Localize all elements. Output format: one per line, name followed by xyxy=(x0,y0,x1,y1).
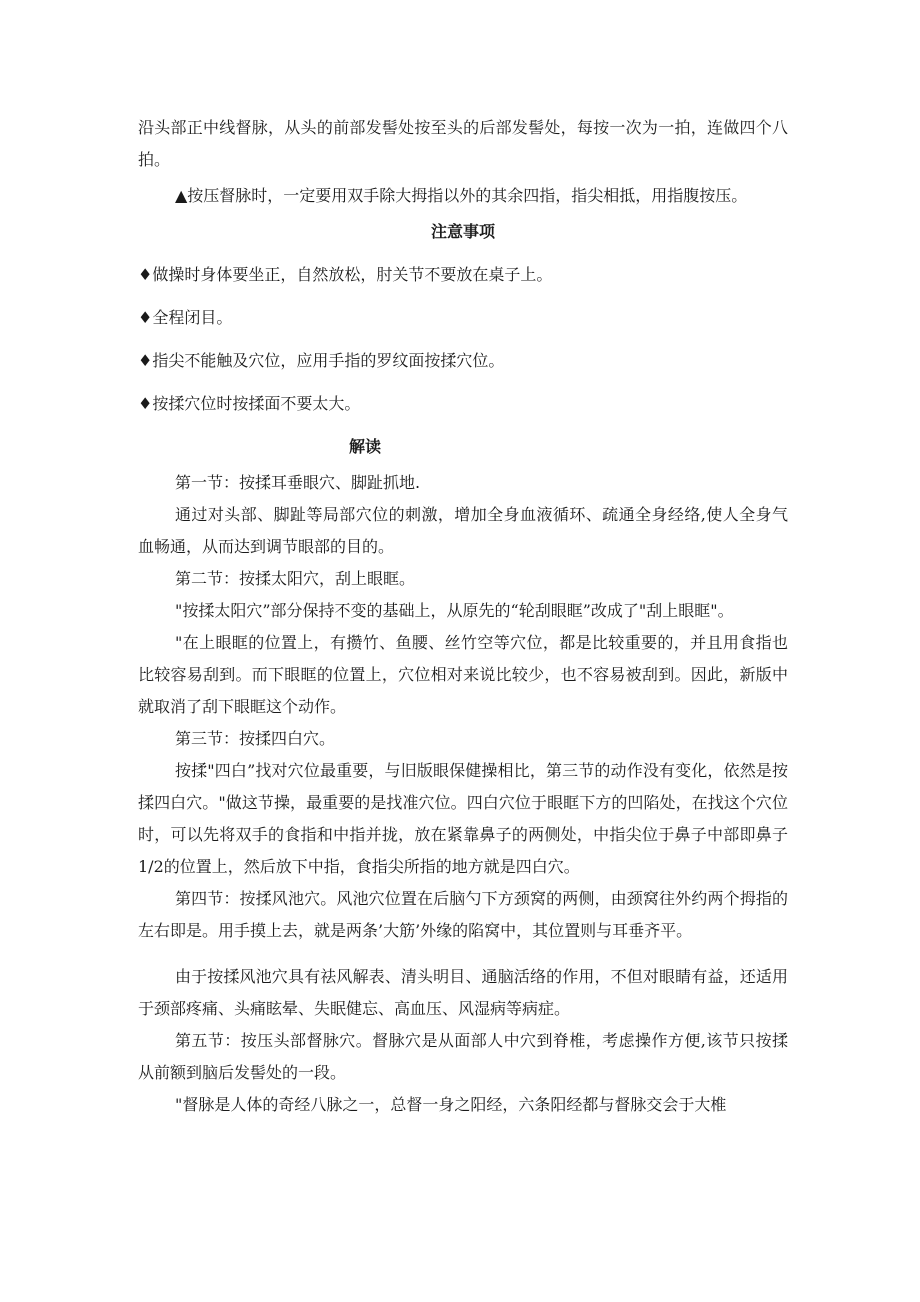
note-item: ♦做操时身体要坐正，自然放松，肘关节不要放在桌子上。 xyxy=(138,265,553,284)
reading-paragraph: 第四节：按揉风池穴。风池穴位置在后脑勺下方颈窝的两侧，由颈窝往外约两个拇指的左右即是。用手摸上去，就是两条’大筋’外缘的陷窝中，其位置则与耳垂齐平。 xyxy=(138,889,788,940)
note-item: ♦指尖不能触及穴位，应用手指的罗纹面按揉穴位。 xyxy=(138,351,505,370)
reading-heading: 解读 xyxy=(349,437,382,456)
reading-paragraph: 通过对头部、脚趾等局部穴位的刺激，增加全身血液循环、疏通全身经络,使人全身气血畅通，从而达到调节眼部的目的。 xyxy=(138,505,788,556)
reading-paragraph: "督脉是人体的奇经八脉之一，总督一身之阳经，六条阳经都与督脉交会于大椎 xyxy=(175,1095,727,1114)
document-page xyxy=(138,112,788,1121)
press-tip-paragraph: ▲按压督脉时，一定要用双手除大拇指以外的其余四指，指尖相抵，用指腹按压。 xyxy=(175,186,748,205)
reading-paragraph: 第二节：按揉太阳穴，刮上眼眶。 xyxy=(175,569,416,588)
reading-paragraph: "在上眼眶的位置上，有攒竹、鱼腰、丝竹空等穴位，都是比较重要的，并且用食指也比较容易刮到。而下眼眶的位置上，穴位相对来说比较少，也不容易被刮到。因此，新版中就取消了刮下眼眶这个动作。 xyxy=(138,633,788,716)
reading-paragraph: 由于按揉风池穴具有祛风解表、清头明目、通脑活络的作用，不但对眼睛有益，还适用于颈部疼痛、头痛眩晕、失眠健忘、高血压、风湿病等病症。 xyxy=(138,967,788,1018)
reading-paragraph: "按揉太阳穴”部分保持不变的基础上，从原先的“轮刮眼眶”改成了"刮上眼眶"。 xyxy=(175,601,734,620)
reading-paragraph: 第三节：按揉四白穴。 xyxy=(175,729,336,748)
note-item: ♦全程闭目。 xyxy=(138,308,233,327)
reading-paragraph: 第一节：按揉耳垂眼穴、脚趾抓地. xyxy=(175,473,421,492)
note-item: ♦按揉穴位时按揉面不要太大。 xyxy=(138,394,361,413)
intro-paragraph: 沿头部正中线督脉，从头的前部发髻处按至头的后部发髻处，每按一次为一拍，连做四个八拍。 xyxy=(138,118,788,169)
reading-paragraph: 第五节：按压头部督脉穴。督脉穴是从面部人中穴到脊椎，考虑操作方便,该节只按揉从前额到脑后发髻处的一段。 xyxy=(138,1031,788,1082)
notes-heading: 注意事项 xyxy=(430,222,495,241)
reading-paragraph: 按揉"四白”找对穴位最重要，与旧版眼保健操相比，第三节的动作没有变化，依然是按揉四白穴。"做这节操，最重要的是找准穴位。四白穴位于眼眶下方的凹陷处，在找这个穴位时，可以先将双手的食指和中指并拢，放在紧靠鼻子的两侧处，中指尖位于鼻子中部即鼻子1/2的位置上，然后放下中指，食指尖所指的地方就是四白穴。 xyxy=(138,761,788,876)
